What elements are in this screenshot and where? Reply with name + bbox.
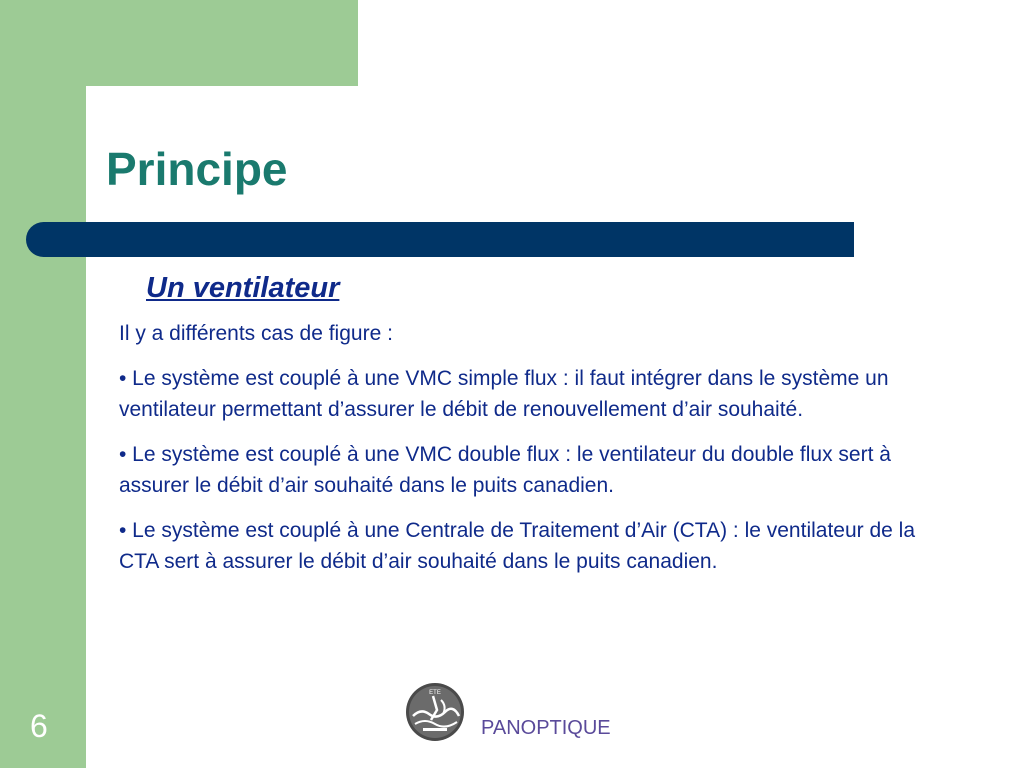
bullet-item: • Le système est couplé à une VMC simple flux : il faut intégrer dans le système un ventilateur permettant d’assurer le débit de renouvellement d’air souhaité. [119,367,889,421]
panoptique-logo-icon [405,682,465,742]
intro-text: Il y a différents cas de figure : [119,322,393,345]
bullet-item: • Le système est couplé à une Centrale de Traitement d’Air (CTA) : le ventilateur de la CTA sert à assurer le débit d’air souhaité dans le puits canadien. [119,519,916,573]
slide-subtitle: Un ventilateur [146,272,340,304]
bullet-item: • Le système est couplé à une VMC double flux : le ventilateur du double flux sert à assurer le débit d’air souhaité dans le puits canadien. [119,443,891,497]
title-divider-bar [26,222,854,257]
slide-title: Principe [106,143,288,195]
svg-text:ETE: ETE [429,690,441,696]
slide-number: 6 [30,708,48,744]
green-frame-top [0,0,358,86]
green-frame-left [0,0,86,768]
footer-brand: PANOPTIQUE [481,717,611,739]
slide-body [119,318,959,591]
